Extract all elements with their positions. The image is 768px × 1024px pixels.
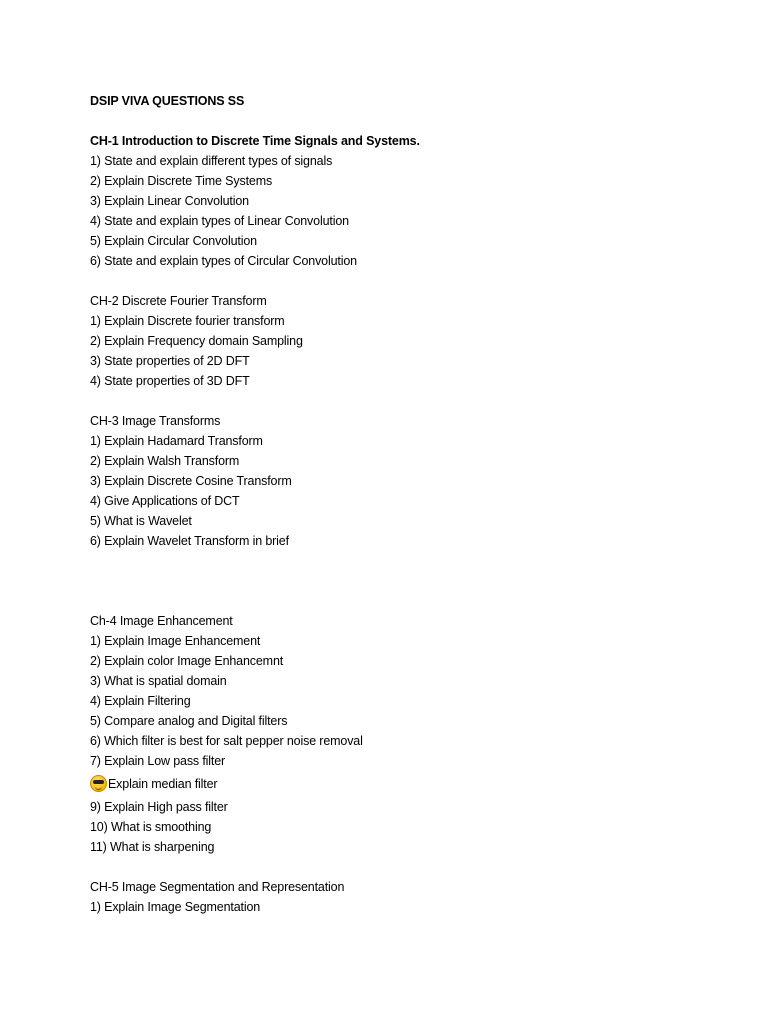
ch3-question-6: 6) Explain Wavelet Transform in brief — [90, 534, 289, 548]
ch4-question-6: 6) Which filter is best for salt pepper noise removal — [90, 734, 363, 748]
ch2-question-2: 2) Explain Frequency domain Sampling — [90, 334, 303, 348]
ch4-question-9: 9) Explain High pass filter — [90, 800, 228, 814]
ch3-question-5: 5) What is Wavelet — [90, 514, 192, 528]
ch4-question-2: 2) Explain color Image Enhancemnt — [90, 654, 284, 668]
ch1-question-3: 3) Explain Linear Convolution — [90, 194, 249, 208]
ch2-question-4: 4) State properties of 3D DFT — [90, 374, 250, 388]
ch1-question-1: 1) State and explain different types of signals — [90, 154, 333, 168]
ch2-question-1: 1) Explain Discrete fourier transform — [90, 314, 285, 328]
chapter-4-heading: Ch-4 Image Enhancement — [90, 614, 233, 628]
sunglasses-emoji-icon — [90, 775, 107, 792]
ch4-question-7: 7) Explain Low pass filter — [90, 754, 226, 768]
chapter-1-heading: CH-1 Introduction to Discrete Time Signals and Systems. — [90, 134, 420, 148]
chapter-3-heading: CH-3 Image Transforms — [90, 414, 221, 428]
ch2-question-3: 3) State properties of 2D DFT — [90, 354, 250, 368]
ch4-question-4: 4) Explain Filtering — [90, 694, 191, 708]
ch4-question-10: 10) What is smoothing — [90, 820, 212, 834]
ch1-question-6: 6) State and explain types of Circular Convolution — [90, 254, 357, 268]
ch1-question-5: 5) Explain Circular Convolution — [90, 234, 257, 248]
ch4-question-8-text: Explain median filter — [108, 777, 218, 791]
ch5-question-1: 1) Explain Image Segmentation — [90, 900, 261, 914]
ch3-question-1: 1) Explain Hadamard Transform — [90, 434, 263, 448]
ch3-question-4: 4) Give Applications of DCT — [90, 494, 240, 508]
ch1-question-4: 4) State and explain types of Linear Convolution — [90, 214, 349, 228]
ch4-question-3: 3) What is spatial domain — [90, 674, 227, 688]
document-title: DSIP VIVA QUESTIONS SS — [90, 94, 245, 108]
ch4-question-1: 1) Explain Image Enhancement — [90, 634, 261, 648]
ch4-question-5: 5) Compare analog and Digital filters — [90, 714, 288, 728]
document-page — [90, 91, 730, 917]
ch1-question-2: 2) Explain Discrete Time Systems — [90, 174, 273, 188]
chapter-5-heading: CH-5 Image Segmentation and Representation — [90, 880, 345, 894]
ch4-question-11: 11) What is sharpening — [90, 840, 215, 854]
ch3-question-2: 2) Explain Walsh Transform — [90, 454, 240, 468]
chapter-2-heading: CH-2 Discrete Fourier Transform — [90, 294, 267, 308]
ch3-question-3: 3) Explain Discrete Cosine Transform — [90, 474, 292, 488]
ch4-question-8 — [90, 771, 730, 797]
